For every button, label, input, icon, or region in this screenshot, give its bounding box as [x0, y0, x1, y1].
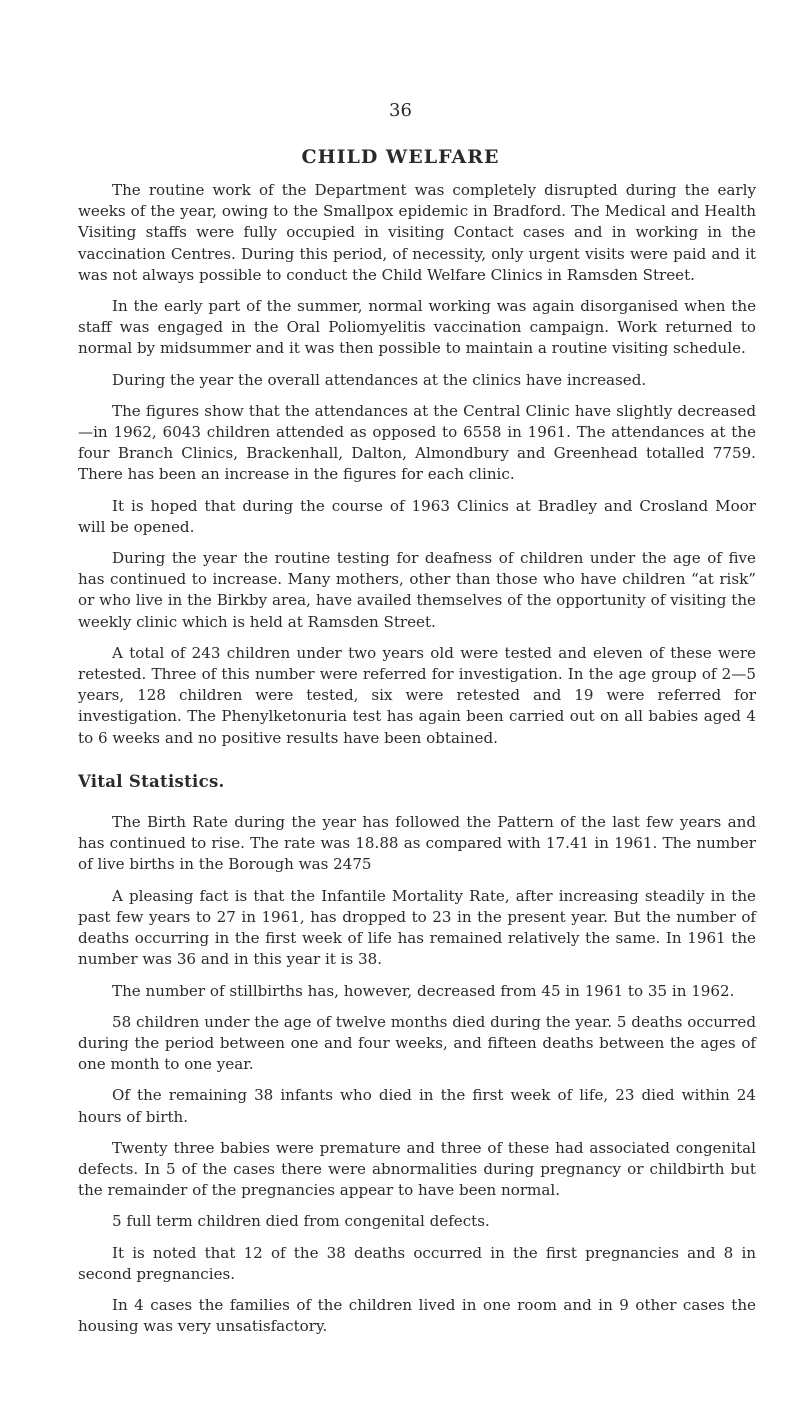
paragraph: 58 children under the age of twelve months died during the year. 5 deaths occurred during the period between one and four weeks, and fifteen deaths between the ages of one month to one year. [78, 1012, 756, 1074]
body-text [78, 180, 756, 1347]
paragraph: A total of 243 children under two years old were tested and eleven of these were retested. Three of this number were referred for investigation. In the age group of 2—5 years, 128 children were tested, six were retested and 19 were referred for investigation. The Phenylketonuria test has again been carried out on all babies aged 4 to 6 weeks and no positive results have been obtained. [78, 643, 756, 747]
paragraph: It is noted that 12 of the 38 deaths occurred in the first pregnancies and 8 in second pregnancies. [78, 1243, 756, 1283]
paragraph: A pleasing fact is that the Infantile Mortality Rate, after increasing steadily in the past few years to 27 in 1961, has dropped to 23 in the present year. But the number of deaths occurring in the first week of life has remained relatively the same. In 1961 the number was 36 and in this year it is 38. [78, 886, 756, 969]
paragraph: During the year the routine testing for deafness of children under the age of five has continued to increase. Many mothers, other than those who have children “at risk” or who live in the Birkby area, have availed themselves of the opportunity of visiting the weekly clinic which is held at Ramsden Street. [78, 549, 756, 631]
paragraph: It is hoped that during the course of 1963 Clinics at Bradley and Crosland Moor will be opened. [78, 496, 756, 536]
paragraph: Twenty three babies were premature and three of these had associated congenital defects. In 5 of the cases there were abnormalities during pregnancy or childbirth but the remainder of the pregnancies appear to have been normal. [78, 1138, 756, 1200]
section-heading-vital-statistics: Vital Statistics. [78, 771, 225, 791]
paragraph: The Birth Rate during the year has followed the Pattern of the last few years and has continued to rise. The rate was 18.88 as compared with 17.41 in 1961. The number of live births in the Borough was 2475 [78, 813, 756, 874]
paragraph: The number of stillbirths has, however, decreased from 45 in 1961 to 35 in 1962. [112, 981, 735, 1000]
paragraph: The figures show that the attendances at the Central Clinic have slightly decreased—in 1962, 6043 children attended as opposed to 6558 in 1961. The attendances at the four Branch Clinics, Brackenhall, Dalton, Almondbury and Greenhead totalled 7759. There has been an increase in the figures for each clinic. [78, 401, 756, 484]
paragraph: In 4 cases the families of the children lived in one room and in 9 other cases the housing was very unsatisfactory. [78, 1295, 756, 1336]
page-number: 36 [389, 100, 412, 121]
paragraph: During the year the overall attendances at the clinics have increased. [112, 370, 647, 389]
paragraph: 5 full term children died from congenital defects. [112, 1212, 490, 1231]
paragraph: The routine work of the Department was completely disrupted during the early weeks of the year, owing to the Smallpox epidemic in Bradford. The Medical and Health Visiting staffs were fully occupied in visiting Contact cases and in working in the vaccination Centres. During this period, of necessity, only urgent visits were paid and it was not always possible to conduct the Child Welfare Clinics in Ramsden Street. [78, 181, 756, 284]
paragraph: In the early part of the summer, normal working was again disorganised when the staff was engaged in the Oral Poliomyelitis vaccination campaign. Work returned to normal by midsummer and it was then possible to maintain a routine visiting schedule. [78, 297, 756, 358]
paragraph: Of the remaining 38 infants who died in the first week of life, 23 died within 24 hours of birth. [78, 1086, 756, 1126]
page-title: CHILD WELFARE [301, 146, 500, 168]
